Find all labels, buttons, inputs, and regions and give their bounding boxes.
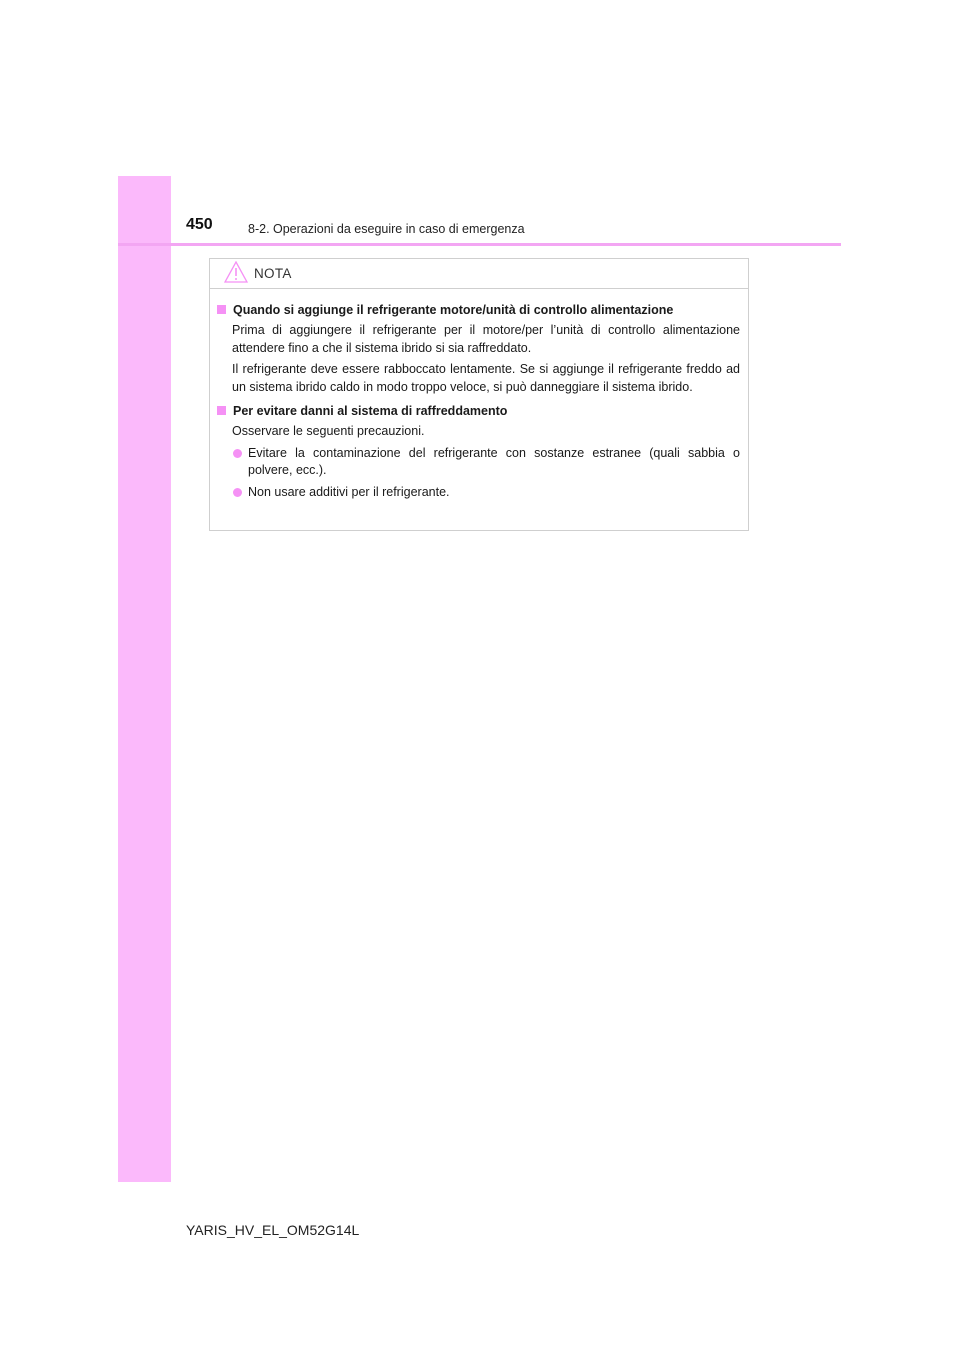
circle-bullet-icon: [233, 488, 242, 497]
note-heading-text: Per evitare danni al sistema di raffreddamento: [233, 404, 508, 418]
list-item-text: Evitare la contaminazione del refrigerante con sostanze estranee (quali sabbia o polvere, ecc.).: [248, 445, 740, 477]
list-item-text: Non usare additivi per il refrigerante.: [248, 484, 450, 499]
square-bullet-icon: [217, 406, 226, 415]
list-item: [232, 445, 740, 480]
note-paragraph: Osservare le seguenti precauzioni.: [232, 424, 425, 438]
note-label: NOTA: [254, 266, 292, 281]
note-heading: [214, 301, 740, 319]
list-item: [232, 484, 740, 502]
note-paragraph: Il refrigerante deve essere rabboccato lentamente. Se si aggiunge il refrigerante freddo ad un sistema ibrido caldo in modo troppo veloce, si può danneggiare il sistema ibrido.: [232, 362, 740, 394]
note-body: [210, 289, 748, 501]
page-number: 450: [186, 216, 213, 233]
section-title: 8-2. Operazioni da eseguire in caso di emergenza: [248, 222, 525, 236]
note-box: [209, 258, 749, 531]
document-code: YARIS_HV_EL_OM52G14L: [186, 1222, 360, 1238]
note-header: [210, 259, 748, 289]
warning-triangle-icon: [224, 261, 248, 283]
square-bullet-icon: [217, 305, 226, 314]
header-rule: [118, 243, 841, 246]
note-heading: [214, 402, 740, 420]
side-band: [118, 176, 171, 1182]
note-paragraph: Prima di aggiungere il refrigerante per il motore/per l’unità di controllo alimentazione attendere fino a che il sistema ibrido si sia raffreddato.: [232, 323, 740, 355]
note-heading-text: Quando si aggiunge il refrigerante motore/unità di controllo alimentazione: [233, 303, 674, 317]
circle-bullet-icon: [233, 449, 242, 458]
